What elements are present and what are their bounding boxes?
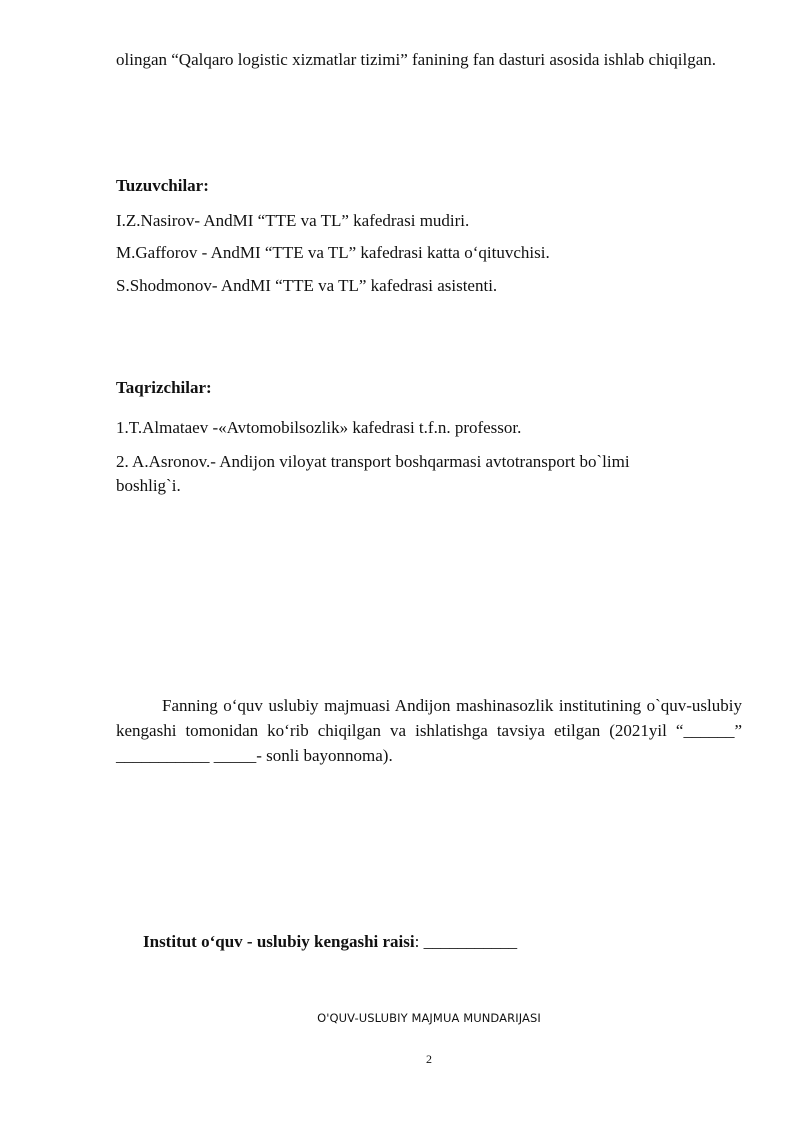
reviewer-line: 1.T.Almataev -«Avtomobilsozlik» kafedrasi t.f.n. professor. bbox=[116, 418, 522, 437]
approval-paragraph: Fanning o‘quv uslubiy majmuasi Andijon mashinasozlik institutining o`quv-uslubiy kengashi tomonidan ko‘rib chiqilgan va ishlatishga tavsiya etilgan (2021yil “______” ___________ _____- sonli bayonnoma). bbox=[116, 696, 742, 765]
intro-paragraph: olingan “Qalqaro logistic xizmatlar tizimi” fanining fan dasturi asosida ishlab chiqilgan. bbox=[116, 50, 717, 69]
chair-signature-line bbox=[143, 932, 517, 952]
author-line: M.Gafforov - AndMI “TTE va TL” kafedrasi katta o‘qituvchisi. bbox=[116, 243, 550, 262]
reviewer-line: 2. A.Asronov.- Andijon viloyat transport boshqarmasi avtotransport bo`limi boshlig`i. bbox=[116, 452, 630, 495]
page-number: 2 bbox=[426, 1052, 432, 1066]
reviewers-heading: Taqrizchilar: bbox=[116, 378, 212, 397]
footer-title: O'QUV-USLUBIY MAJMUA MUNDARIJASI bbox=[317, 1011, 541, 1025]
author-line: S.Shodmonov- AndMI “TTE va TL” kafedrasi asistenti. bbox=[116, 276, 498, 295]
authors-heading: Tuzuvchilar: bbox=[116, 176, 209, 195]
signature-blank: : ___________ bbox=[414, 932, 518, 951]
author-line: I.Z.Nasirov- AndMI “TTE va TL” kafedrasi mudiri. bbox=[116, 211, 470, 230]
chair-label: Institut o‘quv - uslubiy kengashi raisi bbox=[143, 932, 415, 951]
